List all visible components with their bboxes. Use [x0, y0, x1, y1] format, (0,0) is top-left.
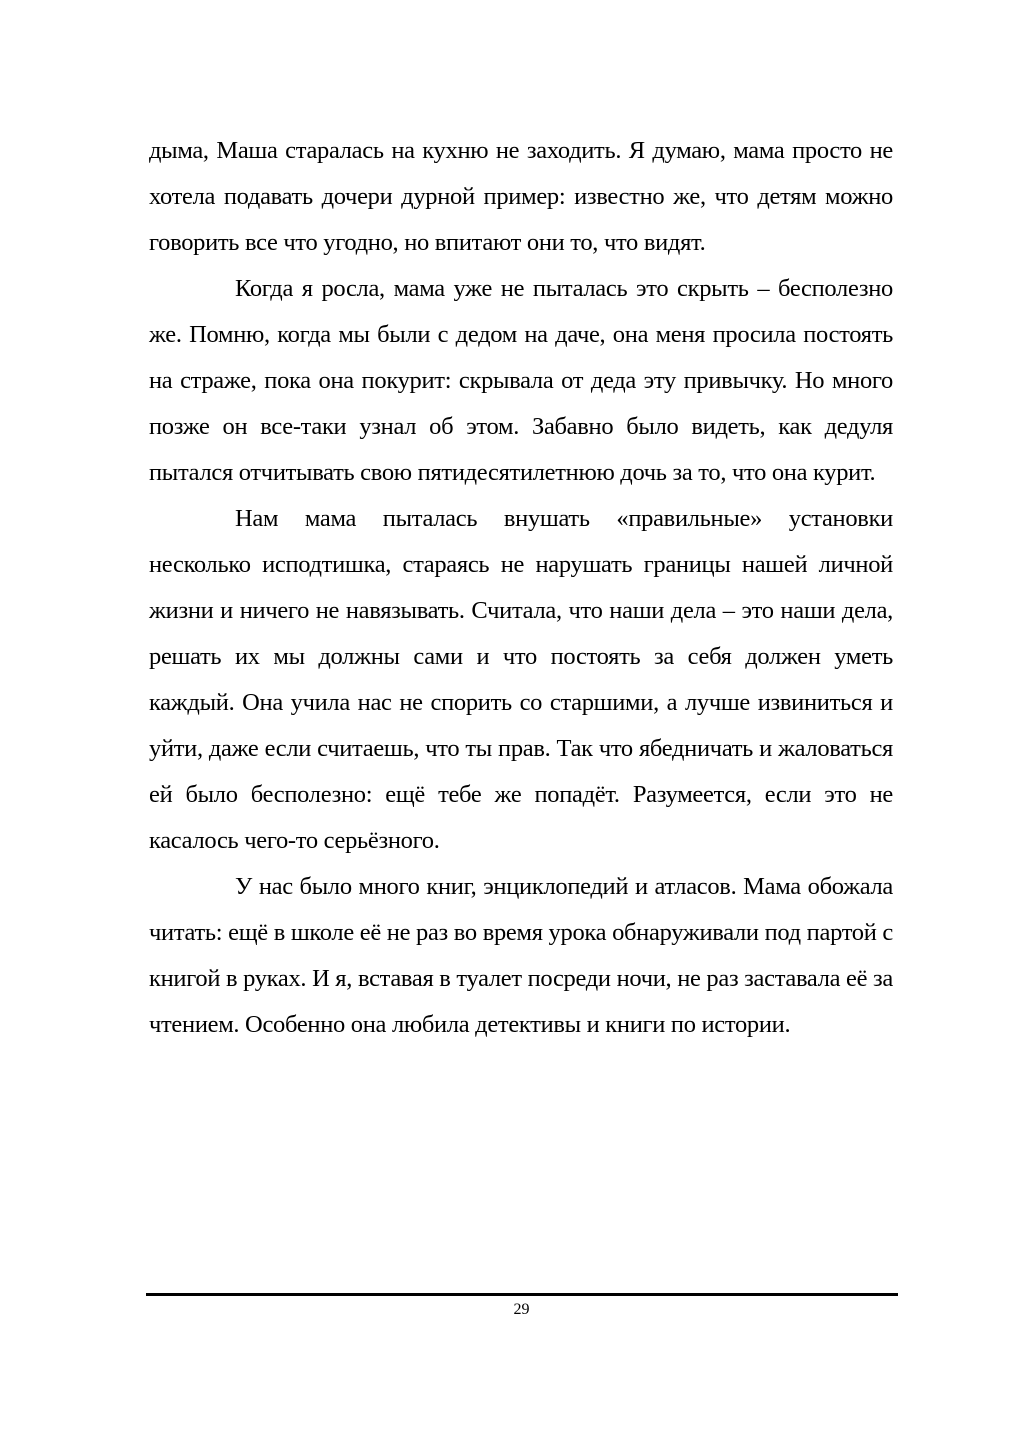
paragraph-2: Когда я росла, мама уже не пыталась это скрыть – бесполезно же. Помню, когда мы были с дедом на даче, она меня просила постоять на страже, пока она покурит: скрывала от деда эту привычку. Но много позже он все-таки узнал об этом. Забавно было видеть, как дедуля пытался отчитывать свою пятидесятилетнюю дочь за то, что она курит. — [149, 275, 893, 486]
paragraph-4: У нас было много книг, энциклопедий и атласов. Мама обожала читать: ещё в школе её не раз во время урока обнаруживали под партой с книгой в руках. И я, вставая в туалет посреди ночи, не раз заставала её за чтением. Особенно она любила детективы и книги по истории. — [149, 873, 893, 1038]
footer-divider — [146, 1293, 898, 1296]
paragraph-3: Нам мама пыталась внушать «правильные» установки несколько исподтишка, стараясь не нарушать границы нашей личной жизни и ничего не навязывать. Считала, что наши дела – это наши дела, решать их мы должны сами и что постоять за себя должен уметь каждый. Она учила нас не спорить со старшими, а лучше извиниться и уйти, даже если считаешь, что ты прав. Так что ябедничать и жаловаться ей было бесполезно: ещё тебе же попадёт. Разумеется, если это не касалось чего-то серьёзного. — [149, 505, 893, 854]
paragraph-1: дыма, Маша старалась на кухню не заходить. Я думаю, мама просто не хотела подавать дочери дурной пример: известно же, что детям можно говорить все что угодно, но впитают они то, что видят. — [149, 137, 893, 256]
page-number: 29 — [513, 1301, 530, 1318]
body-text — [149, 128, 893, 1048]
